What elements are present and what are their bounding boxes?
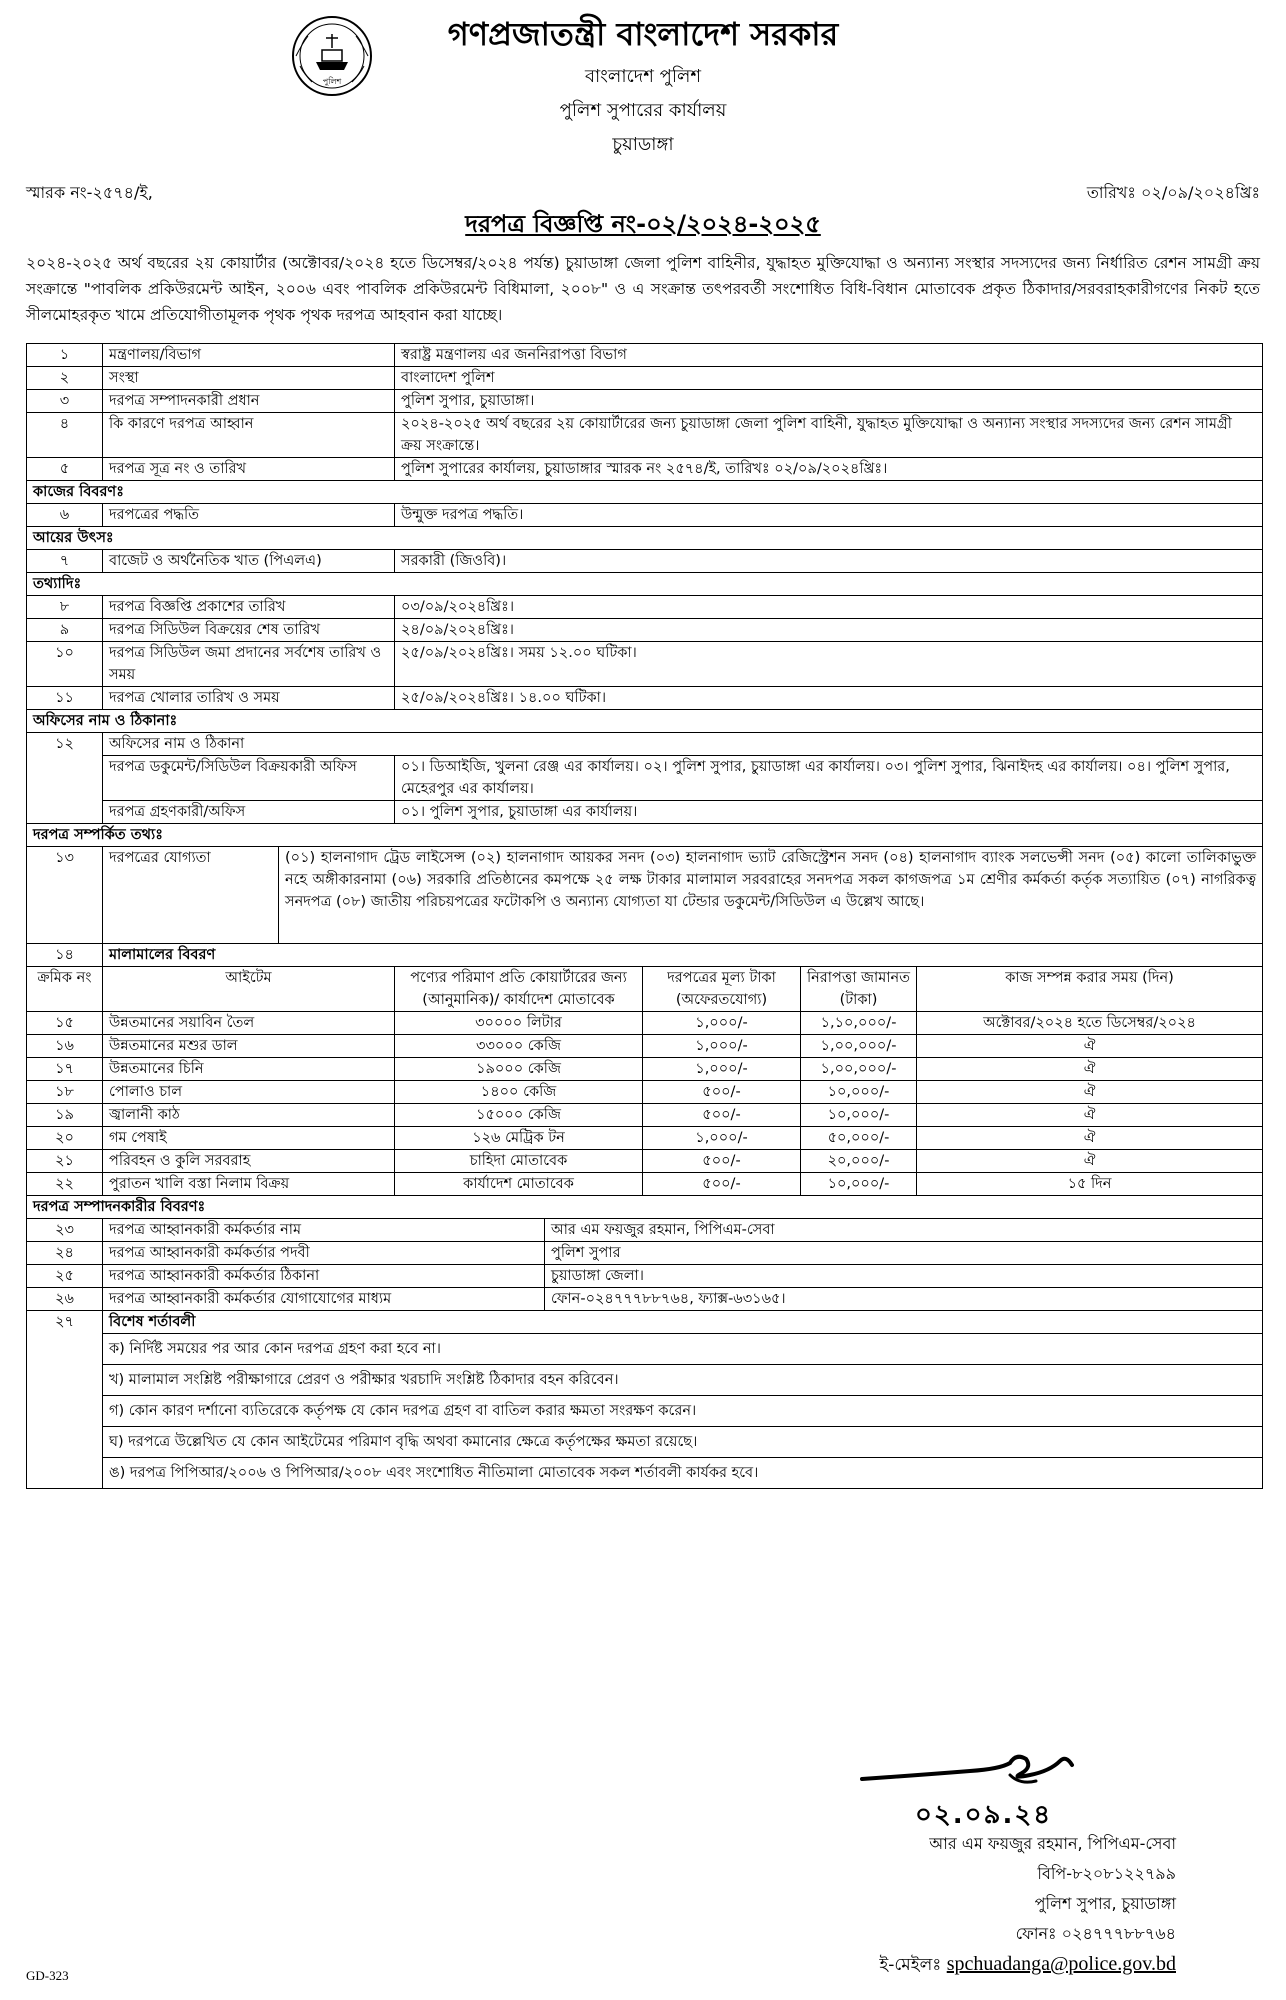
row-value: আর এম ফয়জুর রহমান, পিপিএম-সেবা <box>545 1219 1263 1242</box>
section-header-row <box>27 1196 1263 1219</box>
table-row <box>27 596 1263 619</box>
table-row <box>27 1288 1263 1311</box>
table-row <box>27 367 1263 390</box>
signatory-phone: ফোনঃ ০২৪৭৭৭৮৮৭৬৪ <box>1015 1924 1176 1943</box>
item-name: পরিবহন ও কুলি সরবরাহ <box>103 1150 395 1173</box>
row-value: পুলিশ সুপার, চুয়াডাঙ্গা। <box>395 390 1263 413</box>
row-label: দরপত্র সম্পাদনকারী প্রধান <box>103 390 395 413</box>
row-value: ২৪/০৯/২০২৪খ্রিঃ। <box>395 619 1263 642</box>
row-label: দরপত্র ডকুমেন্ট/সিডিউল বিক্রয়কারী অফিস <box>103 756 395 801</box>
row-label: দরপত্র সূত্র নং ও তারিখ <box>103 458 395 481</box>
header-quantity: পণ্যের পরিমাণ প্রতি কোয়ার্টারের জন্য (আনুমানিক)/ কার্যাদেশ মোতাবেক <box>395 967 643 1012</box>
item-time: ঐ <box>917 1127 1263 1150</box>
row-value: উন্মুক্ত দরপত্র পদ্ধতি। <box>395 504 1263 527</box>
email-link[interactable]: spchuadanga@police.gov.bd <box>946 1953 1176 1975</box>
table-row <box>27 1265 1263 1288</box>
item-quantity: ৩০০০০ লিটার <box>395 1012 643 1035</box>
row-value: ০১। পুলিশ সুপার, চুয়াডাঙ্গা এর কার্যালয়। <box>395 801 1263 824</box>
table-row <box>27 642 1263 687</box>
email-label: ই-মেইলঃ <box>879 1955 942 1975</box>
item-price: ৫০০/- <box>643 1173 801 1196</box>
header-item: আইটেম <box>103 967 395 1012</box>
item-time: ঐ <box>917 1035 1263 1058</box>
item-number: ১৫ <box>27 1012 103 1035</box>
item-price: ১,০০০/- <box>643 1012 801 1035</box>
row-label: দরপত্র বিজ্ঞপ্তি প্রকাশের তারিখ <box>103 596 395 619</box>
item-name: জ্বালানী কাঠ <box>103 1104 395 1127</box>
table-row <box>27 847 1263 944</box>
table-row <box>27 687 1263 710</box>
item-security: ২০,০০০/- <box>801 1150 917 1173</box>
handwritten-signature-icon <box>860 1745 1080 1795</box>
row-value: পুলিশ সুপারের কার্যালয়, চুয়াডাঙ্গার স্মারক নং ২৫৭৪/ই, তারিখঃ ০২/০৯/২০২৪খ্রিঃ। <box>395 458 1263 481</box>
item-row <box>27 1173 1263 1196</box>
intro-paragraph: ২০২৪-২০২৫ অর্থ বছরের ২য় কোয়ার্টার (অক্টোবর/২০২৪ হতে ডিসেম্বর/২০২৪ পর্যন্ত) চুয়াডাঙ্গা জেলা পুলিশ বাহিনীর, যুদ্ধাহত মুক্তিযোদ্ধা ও অন্যান্য সংস্থার সদস্যদের জন্য নির্ধারিত রেশন সামগ্রী ক্রয় সংক্রান্তে "পাবলিক প্রকিউরমেন্ট আইন, ২০০৬ এবং পাবলিক প্রকিউরমেন্ট বিধিমালা, ২০০৮" ও এ সংক্রান্ত তৎপরবর্তী সংশোধিত বিধি-বিধান মোতাবেক প্রকৃত ঠিকাদার/সরবরাহকারীগণের নিকট হতে সীলমোহরকৃত খামে প্রতিযোগীতামূলক পৃথক পৃথক দরপত্র আহবান করা যাচ্ছে। <box>26 254 1260 324</box>
row-number: ২৩ <box>27 1219 103 1242</box>
header-serial: ক্রমিক নং <box>27 967 103 1012</box>
item-time: ঐ <box>917 1081 1263 1104</box>
section-officer-title: দরপত্র সম্পাদনকারীর বিবরণঃ <box>27 1196 1263 1219</box>
item-quantity: কার্যাদেশ মোতাবেক <box>395 1173 643 1196</box>
signatory-designation: পুলিশ সুপার, চুয়াডাঙ্গা <box>1034 1894 1176 1913</box>
item-security: ১০,০০০/- <box>801 1081 917 1104</box>
row-label: দরপত্র আহ্বানকারী কর্মকর্তার নাম <box>103 1219 545 1242</box>
header-time: কাজ সম্পন্ন করার সময় (দিন) <box>917 967 1263 1012</box>
item-name: পুরাতন খালি বস্তা নিলাম বিক্রয় <box>103 1173 395 1196</box>
row-number: ১৩ <box>27 847 103 944</box>
signatory-email-line <box>879 1952 1176 1977</box>
section-header-row <box>27 573 1263 596</box>
item-price: ১,০০০/- <box>643 1035 801 1058</box>
row-value: ২৫/০৯/২০২৪খ্রিঃ। সময় ১২.০০ ঘটিকা। <box>395 642 1263 687</box>
section-info-title: তথ্যাদিঃ <box>27 573 1263 596</box>
row-number: ৪ <box>27 413 103 458</box>
item-time: অক্টোবর/২০২৪ হতে ডিসেম্বর/২০২৪ <box>917 1012 1263 1035</box>
section-work-title: কাজের বিবরণঃ <box>27 481 1263 504</box>
item-name: উন্নতমানের মশুর ডাল <box>103 1035 395 1058</box>
condition-item: ঘ) দরপত্রে উল্লেখিত যে কোন আইটেমের পরিমাণ বৃদ্ধি অথবা কমানোর ক্ষেত্রে কর্তৃপক্ষের ক্ষমতা রয়েছে। <box>103 1427 1263 1458</box>
condition-row <box>27 1427 1263 1458</box>
item-row <box>27 1058 1263 1081</box>
table-row <box>27 733 1263 756</box>
item-quantity: ১৫০০০ কেজি <box>395 1104 643 1127</box>
row-number: ৫ <box>27 458 103 481</box>
row-number: ২৫ <box>27 1265 103 1288</box>
items-header-row <box>27 967 1263 1012</box>
table-row <box>27 1311 1263 1334</box>
row-number: ৮ <box>27 596 103 619</box>
row-value: পুলিশ সুপার <box>545 1242 1263 1265</box>
memo-ref-no: স্মারক নং-২৫৭৪/ই, <box>26 183 153 202</box>
condition-item: ঙ) দরপত্র পিপিআর/২০০৬ ও পিপিআর/২০০৮ এবং সংশোধিত নীতিমালা মোতাবেক সকল শর্তাবলী কার্যকর হবে। <box>103 1458 1263 1489</box>
row-label: দরপত্র গ্রহণকারী/অফিস <box>103 801 395 824</box>
condition-row <box>27 1458 1263 1489</box>
item-security: ১,১০,০০০/- <box>801 1012 917 1035</box>
signature-date: ০২.০৯.২৪ <box>915 1800 1053 1830</box>
table-row <box>27 458 1263 481</box>
condition-item: খ) মালামাল সংশ্লিষ্ট পরীক্ষাগারে প্রেরণ ও পরীক্ষার খরচাদি সংশ্লিষ্ট ঠিকাদার বহন করিবেন। <box>103 1365 1263 1396</box>
table-row <box>27 619 1263 642</box>
header-price: দরপত্রের মূল্য টাকা (অফেরতযোগ্য) <box>643 967 801 1012</box>
table-row <box>27 944 1263 967</box>
row-number: ২৬ <box>27 1288 103 1311</box>
row-label: বাজেট ও অর্থনৈতিক খাত (পিএলএ) <box>103 550 395 573</box>
row-number: ১২ <box>27 733 103 824</box>
government-title: গণপ্রজাতন্ত্রী বাংলাদেশ সরকার <box>447 15 839 53</box>
signatory-bp-number: বিপি-৮২০৮১২২৭৯৯ <box>1037 1864 1176 1883</box>
row-value: বাংলাদেশ পুলিশ <box>395 367 1263 390</box>
item-row <box>27 1150 1263 1173</box>
table-row <box>27 756 1263 801</box>
item-row <box>27 1035 1263 1058</box>
table-row <box>27 550 1263 573</box>
row-label: দরপত্র আহ্বানকারী কর্মকর্তার যোগাযোগের মাধ্যম <box>103 1288 545 1311</box>
row-label: মন্ত্রণালয়/বিভাগ <box>103 344 395 367</box>
row-number: ১১ <box>27 687 103 710</box>
row-value: ২০২৪-২০২৫ অর্থ বছরের ২য় কোয়ার্টারের জন্য চুয়াডাঙ্গা জেলা পুলিশ বাহিনী, যুদ্ধাহত মুক্তিযোদ্ধা ও অন্যান্য সংস্থার সদস্যদের জন্য রেশন সামগ্রী ক্রয় সংক্রান্তে। <box>395 413 1263 458</box>
row-label: মালামালের বিবরণ <box>103 944 1263 967</box>
tender-details-table <box>26 343 1263 1489</box>
item-security: ১,০০,০০০/- <box>801 1035 917 1058</box>
row-label: দরপত্র আহ্বানকারী কর্মকর্তার ঠিকানা <box>103 1265 545 1288</box>
row-value: ০১। ডিআইজি, খুলনা রেঞ্জ এর কার্যালয়। ০২। পুলিশ সুপার, চুয়াডাঙ্গা এর কার্যালয়। ০৩। পুলিশ সুপার, ঝিনাইদহ এর কার্যালয়। ০৪। পুলিশ সুপার, মেহেরপুর এর কার্যালয়। <box>395 756 1263 801</box>
row-number: ১ <box>27 344 103 367</box>
row-label: দরপত্র খোলার তারিখ ও সময় <box>103 687 395 710</box>
item-number: ১৯ <box>27 1104 103 1127</box>
memo-date: তারিখঃ ০২/০৯/২০২৪খ্রিঃ <box>1086 183 1260 202</box>
section-header-row <box>27 710 1263 733</box>
condition-row <box>27 1396 1263 1427</box>
item-number: ১৮ <box>27 1081 103 1104</box>
header-security: নিরাপত্তা জামানত (টাকা) <box>801 967 917 1012</box>
department-name: বাংলাদেশ পুলিশ <box>584 66 702 87</box>
item-quantity: ১২৬ মেট্রিক টন <box>395 1127 643 1150</box>
district-name: চুয়াডাঙ্গা <box>612 134 674 155</box>
item-price: ৫০০/- <box>643 1081 801 1104</box>
row-label: দরপত্র আহ্বানকারী কর্মকর্তার পদবী <box>103 1242 545 1265</box>
item-row <box>27 1081 1263 1104</box>
item-name: উন্নতমানের চিনি <box>103 1058 395 1081</box>
conditions-title: বিশেষ শর্তাবলী <box>103 1311 1263 1334</box>
item-number: ২২ <box>27 1173 103 1196</box>
row-value: স্বরাষ্ট্র মন্ত্রণালয় এর জননিরাপত্তা বিভাগ <box>395 344 1263 367</box>
item-security: ১,০০,০০০/- <box>801 1058 917 1081</box>
row-label: দরপত্রের যোগ্যতা <box>103 847 279 944</box>
item-security: ১০,০০০/- <box>801 1173 917 1196</box>
item-number: ১৭ <box>27 1058 103 1081</box>
row-label: দরপত্র সিডিউল জমা প্রদানের সর্বশেষ তারিখ ও সময় <box>103 642 395 687</box>
row-number: ১০ <box>27 642 103 687</box>
item-price: ১,০০০/- <box>643 1127 801 1150</box>
table-row <box>27 344 1263 367</box>
row-label: দরপত্রের পদ্ধতি <box>103 504 395 527</box>
section-header-row <box>27 481 1263 504</box>
seal-text: পুলিশ <box>322 77 342 86</box>
row-number: ২৪ <box>27 1242 103 1265</box>
item-price: ৫০০/- <box>643 1150 801 1173</box>
row-value: ২৫/০৯/২০২৪খ্রিঃ। ১৪.০০ ঘটিকা। <box>395 687 1263 710</box>
table-row <box>27 1219 1263 1242</box>
condition-item: ক) নির্দিষ্ট সময়ের পর আর কোন দরপত্র গ্রহণ করা হবে না। <box>103 1334 1263 1365</box>
item-number: ১৬ <box>27 1035 103 1058</box>
condition-row <box>27 1365 1263 1396</box>
item-security: ১০,০০০/- <box>801 1104 917 1127</box>
row-value: ০৩/০৯/২০২৪খ্রিঃ। <box>395 596 1263 619</box>
signatory-name: আর এম ফয়জুর রহমান, পিপিএম-সেবা <box>929 1834 1176 1853</box>
item-time: ঐ <box>917 1104 1263 1127</box>
row-number: ২ <box>27 367 103 390</box>
item-price: ১,০০০/- <box>643 1058 801 1081</box>
condition-row <box>27 1334 1263 1365</box>
item-quantity: ৩৩০০০ কেজি <box>395 1035 643 1058</box>
row-label: দরপত্র সিডিউল বিক্রয়ের শেষ তারিখ <box>103 619 395 642</box>
table-row <box>27 801 1263 824</box>
item-name: উন্নতমানের সয়াবিন তৈল <box>103 1012 395 1035</box>
item-security: ৫০,০০০/- <box>801 1127 917 1150</box>
row-value: (০১) হালনাগাদ ট্রেড লাইসেন্স (০২) হালনাগাদ আয়কর সনদ (০৩) হালনাগাদ ভ্যাট রেজিস্ট্রেশন সনদ (০৪) হালনাগাদ ব্যাংক সলভেন্সী সনদ (০৫) কালো তালিকাভুক্ত নহে অঙ্গীকারনামা (০৬) সরকারি প্রতিষ্ঠানের কমপক্ষে ২৫ লক্ষ টাকার মালামাল সরবরাহের সনদপত্র সকল কাগজপত্র ১ম শ্রেণীর কর্মকর্তা কর্তৃক সত্যায়িত (০৭) নাগরিকত্ব সনদপত্র (০৮) জাতীয় পরিচয়পত্রের ফটোকপি ও অন্যান্য যোগ্যতা যা টেন্ডার ডকুমেন্ট/সিডিউল এ উল্লেখ আছে। <box>279 847 1263 944</box>
row-label: অফিসের নাম ও ঠিকানা <box>103 733 1263 756</box>
item-row <box>27 1012 1263 1035</box>
table-row <box>27 413 1263 458</box>
item-quantity: চাহিদা মোতাবেক <box>395 1150 643 1173</box>
item-name: পোলাও চাল <box>103 1081 395 1104</box>
row-number: ৯ <box>27 619 103 642</box>
item-price: ৫০০/- <box>643 1104 801 1127</box>
row-value: সরকারী (জিওবি)। <box>395 550 1263 573</box>
section-office-title: অফিসের নাম ও ঠিকানাঃ <box>27 710 1263 733</box>
item-number: ২১ <box>27 1150 103 1173</box>
row-number: ৬ <box>27 504 103 527</box>
table-row <box>27 390 1263 413</box>
section-header-row <box>27 824 1263 847</box>
row-label: সংস্থা <box>103 367 395 390</box>
row-number: ২৭ <box>27 1311 103 1489</box>
row-number: ৩ <box>27 390 103 413</box>
item-time: ১৫ দিন <box>917 1173 1263 1196</box>
item-number: ২০ <box>27 1127 103 1150</box>
form-code: GD-323 <box>26 1968 69 1983</box>
item-quantity: ১৯০০০ কেজি <box>395 1058 643 1081</box>
tender-notice-title: দরপত্র বিজ্ঞপ্তি নং-০২/২০২৪-২০২৫ <box>465 210 821 238</box>
item-name: গম পেষাই <box>103 1127 395 1150</box>
row-value: চুয়াডাঙ্গা জেলা। <box>545 1265 1263 1288</box>
table-row <box>27 1242 1263 1265</box>
row-value: ফোন-০২৪৭৭৭৮৮৭৬৪, ফ্যাক্স-৬৩১৬৫। <box>545 1288 1263 1311</box>
item-time: ঐ <box>917 1058 1263 1081</box>
row-label: কি কারণে দরপত্র আহ্বান <box>103 413 395 458</box>
item-time: ঐ <box>917 1150 1263 1173</box>
condition-item: গ) কোন কারণ দর্শানো ব্যতিরেকে কর্তৃপক্ষ যে কোন দরপত্র গ্রহণ বা বাতিল করার ক্ষমতা সংরক্ষণ করেন। <box>103 1396 1263 1427</box>
item-row <box>27 1127 1263 1150</box>
row-number: ১৪ <box>27 944 103 967</box>
row-number: ৭ <box>27 550 103 573</box>
item-quantity: ১৪০০ কেজি <box>395 1081 643 1104</box>
section-income-title: আয়ের উৎসঃ <box>27 527 1263 550</box>
section-header-row <box>27 527 1263 550</box>
section-tender-title: দরপত্র সম্পর্কিত তথ্যঃ <box>27 824 1263 847</box>
item-row <box>27 1104 1263 1127</box>
table-row <box>27 504 1263 527</box>
office-name: পুলিশ সুপারের কার্যালয় <box>559 100 727 121</box>
